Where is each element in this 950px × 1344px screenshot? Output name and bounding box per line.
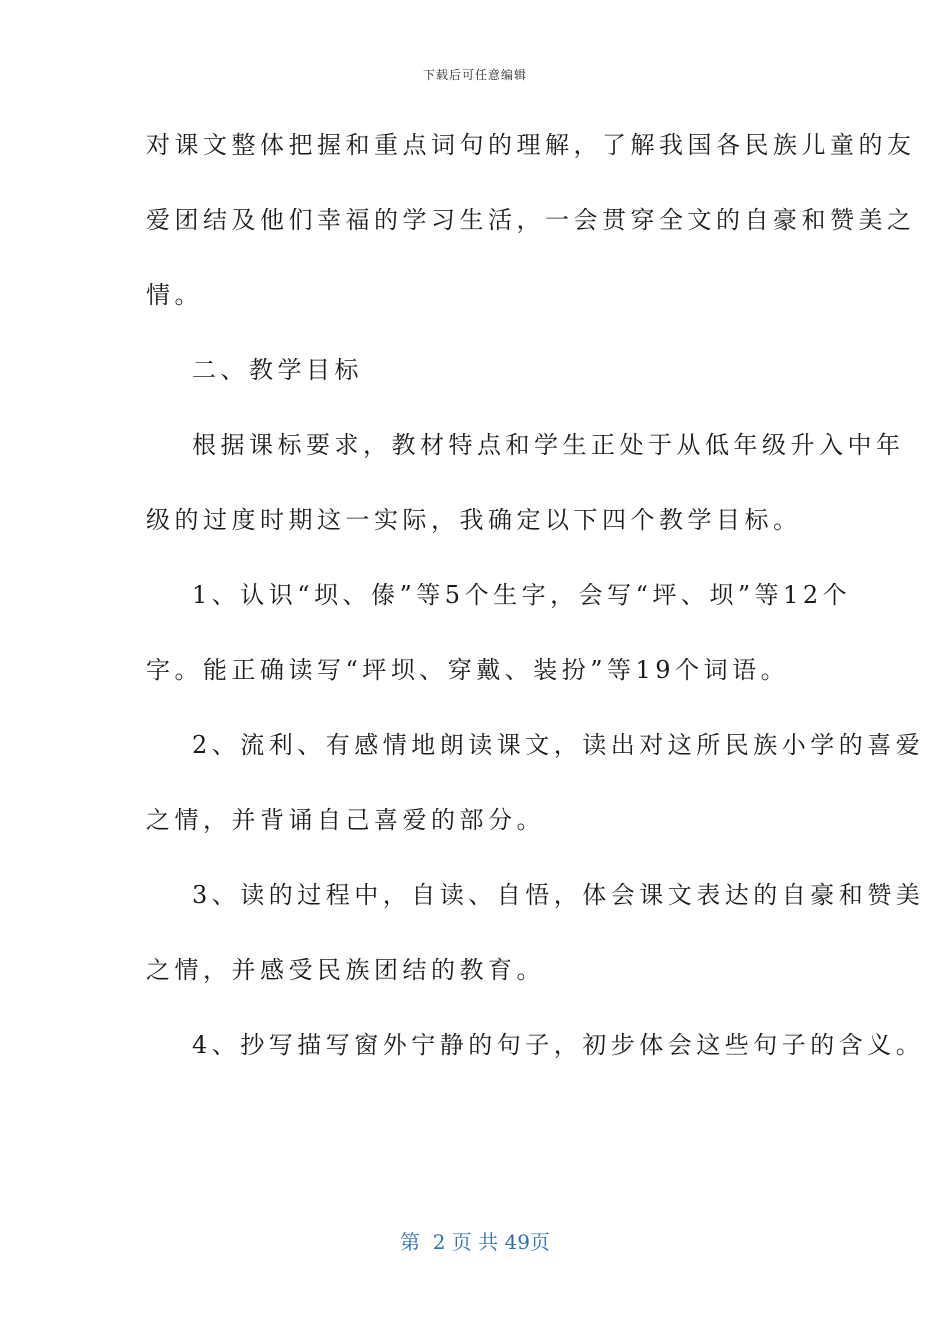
- paragraph-line: 情。: [146, 281, 203, 309]
- objective-line: 1、认识“坝、傣”等5个生字，会写“坪、坝”等12个: [192, 581, 852, 609]
- header-note: 下载后可任意编辑: [422, 68, 527, 82]
- paragraph-line: 对课文整体把握和重点词句的理解，了解我国各民族儿童的友: [146, 131, 916, 159]
- paragraph-line: 级的过度时期这一实际，我确定以下四个教学目标。: [146, 506, 802, 534]
- objective-line: 字。能正确读写“坪坝、穿戴、装扮”等19个词语。: [146, 656, 790, 684]
- objective-line: 之情，并感受民族团结的教育。: [146, 956, 545, 984]
- objective-line: 2、流利、有感情地朗读课文，读出对这所民族小学的喜爱: [192, 731, 925, 759]
- page-indicator: 第 2 页 共 49页: [400, 1230, 550, 1254]
- paragraph-line: 爱团结及他们幸福的学习生活，一会贯穿全文的自豪和赞美之: [146, 206, 916, 234]
- objective-line: 之情，并背诵自己喜爱的部分。: [146, 806, 545, 834]
- objective-line: 3、读的过程中，自读、自悟，体会课文表达的自豪和赞美: [192, 881, 925, 909]
- document-body: [146, 124, 925, 1099]
- objective-line: 4、抄写描写窗外宁静的句子，初步体会这些句子的含义。: [192, 1031, 925, 1059]
- section-heading: 二、教学目标: [192, 356, 363, 384]
- paragraph-line: 根据课标要求，教材特点和学生正处于从低年级升入中年: [192, 431, 905, 459]
